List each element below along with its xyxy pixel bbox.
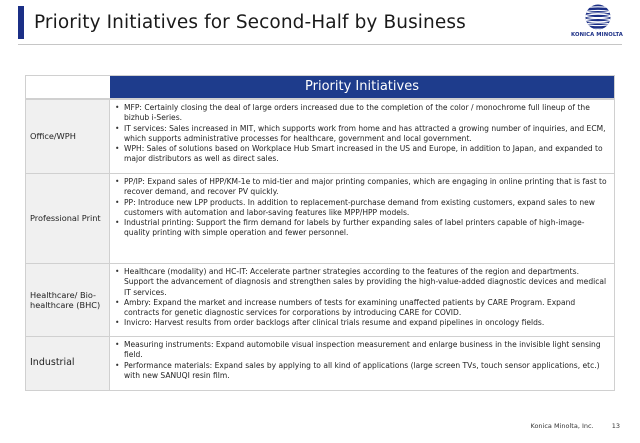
initiative-item: • MFP: Certainly closing the deal of large orders increased due to the completion of the color / monochrome full lineup of the bizhub i-Series.	[114, 103, 608, 124]
initiative-item: • PP: Introduce new LPP products. In addition to replacement-purchase demand from existing customers, expand sales to new customers with automation and labor-saving features like MPP/HPP models.	[114, 198, 608, 219]
initiative-list	[110, 100, 614, 173]
priority-initiatives-table	[25, 75, 615, 391]
initiative-item: • Performance materials: Expand sales by applying to all kind of applications (large screen TVs, touch sensor applications, etc.) with new SANUQI resin film.	[114, 361, 608, 382]
page-number: 13	[611, 422, 620, 430]
title-bar	[18, 6, 541, 39]
initiative-item: • PP/IP: Expand sales of HPP/KM-1e to mid-tier and major printing companies, which are engaging in online printing that is fast to recover demand, and recover PV quickly.	[114, 177, 608, 198]
table-row-industrial	[26, 336, 614, 390]
initiative-item: • Measuring instruments: Expand automobile visual inspection measurement and enlarge business in the invisible light sensing field.	[114, 340, 608, 361]
table-row-professional-print	[26, 173, 614, 263]
globe-logo-icon	[585, 4, 611, 30]
initiative-list	[110, 264, 614, 336]
category-label: Office/WPH	[26, 100, 110, 173]
table-row-office-wph	[26, 99, 614, 173]
initiative-list	[110, 337, 614, 390]
table-header-row	[26, 76, 614, 99]
brand-wordmark: KONICA MINOLTA	[571, 32, 623, 38]
title-divider	[18, 44, 622, 45]
table-row-healthcare	[26, 263, 614, 336]
initiative-item: • Ambry: Expand the market and increase numbers of tests for examining unaffected patients by CARE Program. Expand contracts for genetic diagnostic services for corporations by introducing CARE for COVID.	[114, 298, 608, 319]
initiative-item: • IT services: Sales increased in MIT, which supports work from home and has attracted a growing number of inquiries, and ECM, which supports administrative processes for healthcare, government and local government.	[114, 124, 608, 145]
company-logo	[566, 4, 628, 46]
category-label: Industrial	[26, 337, 110, 390]
initiative-item: • Invicro: Harvest results from order backlogs after clinical trials resume and expand pipelines in oncology fields.	[114, 318, 608, 328]
footer-company: Konica Minolta, Inc.	[530, 422, 594, 430]
initiative-item: • Healthcare (modality) and HC-IT: Accelerate partner strategies according to the features of the region and departments. Support the advancement of diagnosis and strengthen sales by providing the high-value-added diagnostic devices and medical IT services.	[114, 267, 608, 298]
initiative-list	[110, 174, 614, 263]
category-label: Healthcare/ Bio-healthcare (BHC)	[26, 264, 110, 336]
initiative-item: • Industrial printing: Support the firm demand for labels by further expanding sales of label printers capable of high-image-quality printing with simple operation and fewer personnel.	[114, 218, 608, 239]
page-title: Priority Initiatives for Second-Half by Business	[34, 12, 466, 33]
header-blank-cell	[26, 76, 110, 98]
table-header: Priority Initiatives	[305, 79, 419, 94]
initiative-item: • WPH: Sales of solutions based on Workplace Hub Smart increased in the US and Europe, in addition to Japan, and expanded to major distributors as well as direct sales.	[114, 144, 608, 165]
category-label: Professional Print	[26, 174, 110, 263]
footer	[531, 422, 620, 430]
